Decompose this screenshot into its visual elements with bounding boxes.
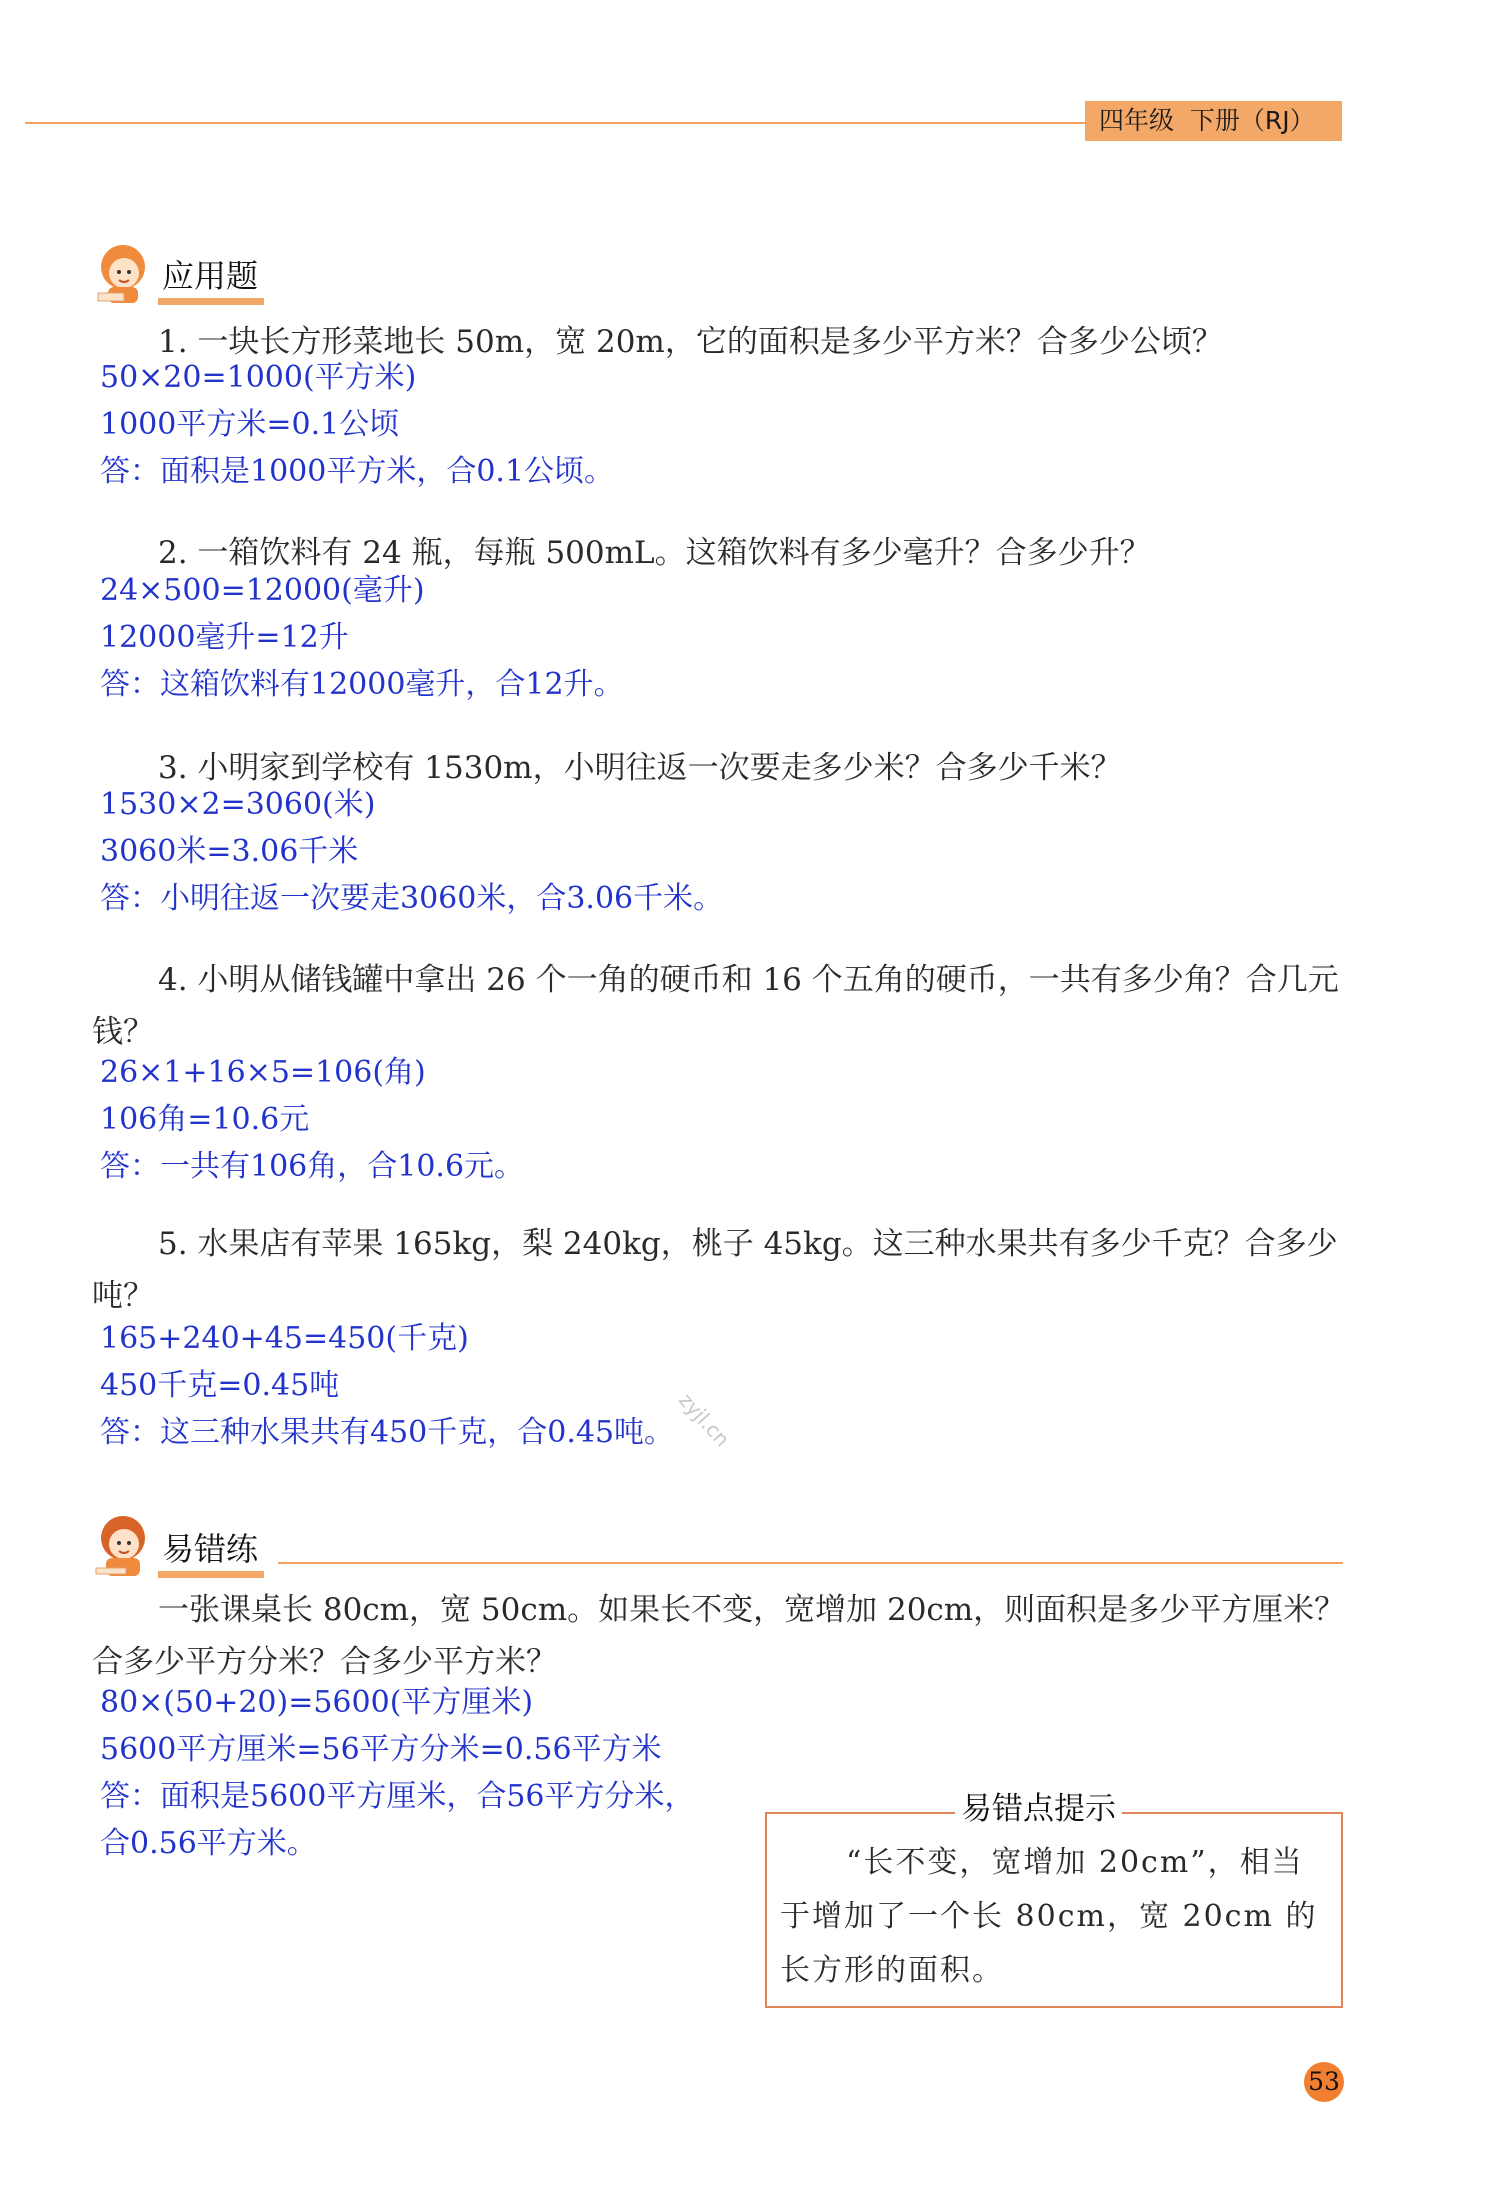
watermark: zyjl.cn	[674, 1388, 735, 1452]
grade-tag: 四年级 下册（RJ）	[1085, 101, 1342, 141]
answer-line: 答：小明往返一次要走3060米，合3.06千米。	[100, 881, 724, 916]
answer-line: 106角=10.6元	[100, 1102, 310, 1137]
section-title-applied: 应用题	[158, 256, 264, 305]
section-title-mistakes: 易错练	[158, 1529, 264, 1578]
question-1: 1. 一块长方形菜地长 50m，宽 20m，它的面积是多少平方米？合多少公顷？	[158, 324, 1223, 360]
answer-line: 1530×2=3060(米)	[100, 787, 376, 822]
student-mascot-icon	[88, 1508, 158, 1578]
question-3: 3. 小明家到学校有 1530m，小明往返一次要走多少米？合多少千米？	[158, 750, 1122, 786]
answer-line: 12000毫升=12升	[100, 620, 349, 655]
answer-line: 5600平方厘米=56平方分米=0.56平方米	[100, 1732, 662, 1767]
answer-line: 80×(50+20)=5600(平方厘米)	[100, 1685, 534, 1720]
answer-line: 答：面积是1000平方米，合0.1公顷。	[100, 454, 615, 489]
answer-line: 合0.56平方米。	[100, 1826, 317, 1861]
section-rule	[278, 1562, 1343, 1564]
answer-line: 26×1+16×5=106(角)	[100, 1055, 426, 1090]
answer-line: 165+240+45=450(千克)	[100, 1321, 469, 1356]
answer-line: 50×20=1000(平方米)	[100, 360, 417, 395]
answer-line: 450千克=0.45吨	[100, 1368, 340, 1403]
student-mascot-icon	[88, 235, 158, 305]
tip-title: 易错点提示	[955, 1788, 1122, 1830]
header-rule	[25, 122, 1095, 124]
answer-line: 答：这三种水果共有450千克，合0.45吨。	[100, 1415, 675, 1450]
tip-text: “长不变，宽增加 20cm”，相当于增加了一个长 80cm，宽 20cm 的长方形的面积。	[780, 1845, 1318, 1988]
question-5: 5. 水果店有苹果 165kg，梨 240kg，桃子 45kg。这三种水果共有多少千克？合多少吨？	[92, 1226, 1338, 1314]
answer-line: 答：面积是5600平方厘米，合56平方分米，	[100, 1779, 695, 1814]
answer-line: 3060米=3.06千米	[100, 834, 359, 869]
answer-line: 答：这箱饮料有12000毫升，合12升。	[100, 667, 624, 702]
answer-line: 答：一共有106角，合10.6元。	[100, 1149, 525, 1184]
mistake-question: 一张课桌长 80cm，宽 50cm。如果长不变，宽增加 20cm，则面积是多少平方厘米？合多少平方分米？合多少平方米？	[92, 1592, 1346, 1680]
answer-line: 1000平方米=0.1公顷	[100, 407, 400, 442]
question-2: 2. 一箱饮料有 24 瓶，每瓶 500mL。这箱饮料有多少毫升？合多少升？	[158, 535, 1151, 571]
section-heading-mistakes	[88, 1508, 1343, 1578]
answer-line: 24×500=12000(毫升)	[100, 573, 425, 608]
section-heading-applied	[88, 235, 278, 305]
question-4: 4. 小明从储钱罐中拿出 26 个一角的硬币和 16 个五角的硬币，一共有多少角？合几元钱？	[92, 962, 1339, 1050]
page-number: 53	[1304, 2062, 1344, 2102]
